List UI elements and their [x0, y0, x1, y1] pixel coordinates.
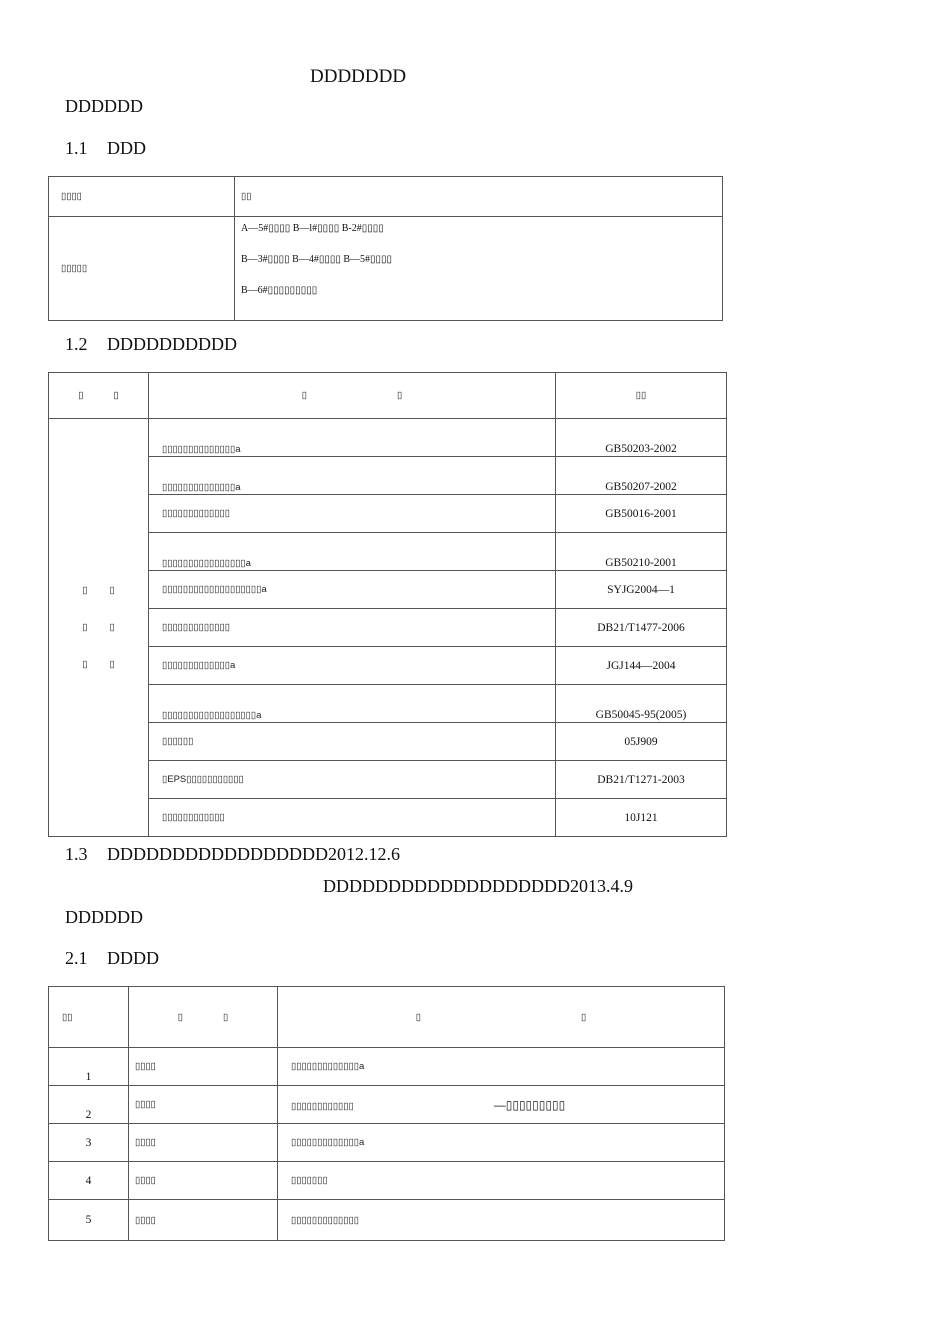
row-name: ▯▯▯▯	[129, 1162, 278, 1200]
table-row	[49, 761, 727, 799]
header-char: ▯	[397, 390, 403, 401]
header-category	[49, 373, 149, 419]
standard-code: GB50203-2002	[556, 419, 727, 457]
header-code: ▯▯	[556, 373, 727, 419]
table-row	[49, 685, 727, 723]
row-name: ▯▯▯▯	[129, 1086, 278, 1124]
row-name: ▯▯▯▯	[129, 1200, 278, 1241]
section-1-1-heading	[65, 138, 146, 159]
row-content: ▯▯▯▯▯▯▯▯▯▯▯▯▯a	[278, 1048, 725, 1086]
task-table	[48, 986, 725, 1241]
table-row	[49, 1162, 725, 1200]
content-text: ▯▯▯▯▯▯▯▯▯▯▯▯	[291, 1100, 354, 1112]
category-line: ▯ ▯	[82, 622, 115, 633]
standard-code: 10J121	[556, 799, 727, 837]
table-row	[49, 457, 727, 495]
row-label: ▯▯▯▯▯	[49, 217, 235, 321]
row-content: ▯▯▯▯▯▯▯▯▯▯▯▯▯	[278, 1200, 725, 1241]
standard-name: ▯▯▯▯▯▯▯▯▯▯▯▯▯a	[149, 647, 556, 685]
table-row	[49, 647, 727, 685]
standard-name: ▯▯▯▯▯▯▯▯▯▯▯▯▯▯▯▯▯▯▯a	[149, 571, 556, 609]
row-number: 2	[49, 1086, 129, 1124]
table-row	[49, 495, 727, 533]
table-row	[49, 419, 727, 457]
standard-code: 05J909	[556, 723, 727, 761]
table-row	[49, 1048, 725, 1086]
building-list	[235, 217, 723, 321]
row-number: 1	[49, 1048, 129, 1086]
standard-name: ▯▯▯▯▯▯▯▯▯▯▯▯▯▯▯▯a	[149, 533, 556, 571]
table-row	[49, 533, 727, 571]
category-line: ▯ ▯	[82, 585, 115, 596]
standard-name: ▯▯▯▯▯▯	[149, 723, 556, 761]
part2-heading: DDDDDD	[65, 907, 143, 927]
header-char: ▯	[301, 390, 307, 401]
table-row	[49, 1200, 725, 1241]
header-content: ▯ ▯	[278, 987, 725, 1048]
standard-name: ▯▯▯▯▯▯▯▯▯▯▯▯▯▯a	[149, 419, 556, 457]
standard-code: GB50016-2001	[556, 495, 727, 533]
table-row	[49, 799, 727, 837]
row-content	[278, 1086, 725, 1124]
row-value: ▯▯	[235, 177, 723, 217]
section-2-1-heading	[65, 948, 159, 969]
table-header-row	[49, 987, 725, 1048]
header-char: ▯	[78, 390, 84, 401]
header-name: ▯ ▯	[129, 987, 278, 1048]
section-1-3-line2: DDDDDDDDDDDDDDDDDDD2013.4.9	[323, 876, 633, 896]
part1-heading: DDDDDD	[65, 96, 143, 116]
table-row	[49, 571, 727, 609]
table-row	[49, 1086, 725, 1124]
table-row	[49, 217, 723, 321]
row-number: 3	[49, 1124, 129, 1162]
building-line: B—6#▯▯▯▯▯▯▯▯▯	[241, 285, 318, 296]
row-name: ▯▯▯▯	[129, 1048, 278, 1086]
header-name	[149, 373, 556, 419]
standard-name: ▯▯▯▯▯▯▯▯▯▯▯▯▯▯▯▯▯▯a	[149, 685, 556, 723]
section-1-3-heading	[65, 844, 400, 865]
standard-name: ▯▯▯▯▯▯▯▯▯▯▯▯	[149, 799, 556, 837]
building-line: A—5#▯▯▯▯ B—l#▯▯▯▯ B-2#▯▯▯▯	[241, 223, 384, 234]
row-label: ▯▯▯▯	[49, 177, 235, 217]
section-number: 2.1	[65, 948, 88, 968]
table-header-row	[49, 373, 727, 419]
row-content: ▯▯▯▯▯▯▯	[278, 1162, 725, 1200]
table-row	[49, 1124, 725, 1162]
building-line: B—3#▯▯▯▯ B—4#▯▯▯▯ B—5#▯▯▯▯	[241, 254, 393, 265]
section-label: DDD	[107, 138, 146, 158]
section-label: DDDDDDDDDDDDDDDDD2012.12.6	[107, 844, 400, 864]
section-label: DDDD	[107, 948, 159, 968]
table-row	[49, 177, 723, 217]
standard-name: ▯▯▯▯▯▯▯▯▯▯▯▯▯	[149, 495, 556, 533]
section-number: 1.3	[65, 844, 88, 864]
standard-name: ▯▯▯▯▯▯▯▯▯▯▯▯▯	[149, 609, 556, 647]
standard-code: DB21/T1477-2006	[556, 609, 727, 647]
table-row	[49, 609, 727, 647]
document-title: DDDDDDD	[310, 66, 407, 87]
standard-name: ▯▯▯▯▯▯▯▯▯▯▯▯▯▯a	[149, 457, 556, 495]
row-number: 4	[49, 1162, 129, 1200]
standard-code: GB50045-95(2005)	[556, 685, 727, 723]
standard-code: DB21/T1271-2003	[556, 761, 727, 799]
section-number: 1.1	[65, 138, 88, 158]
project-info-table	[48, 176, 723, 321]
section-1-2-heading	[65, 334, 237, 355]
table-row	[49, 723, 727, 761]
header-no: ▯▯	[49, 987, 129, 1048]
section-label: DDDDDDDDDD	[107, 334, 237, 354]
standard-code: GB50210-2001	[556, 533, 727, 571]
category-line: ▯ ▯	[82, 659, 115, 670]
standard-code: JGJ144—2004	[556, 647, 727, 685]
standard-name: ▯EPS▯▯▯▯▯▯▯▯▯▯▯	[149, 761, 556, 799]
standard-code: GB50207-2002	[556, 457, 727, 495]
row-content: ▯▯▯▯▯▯▯▯▯▯▯▯▯a	[278, 1124, 725, 1162]
row-name: ▯▯▯▯	[129, 1124, 278, 1162]
section-number: 1.2	[65, 334, 88, 354]
header-char: ▯	[113, 390, 119, 401]
row-number: 5	[49, 1200, 129, 1241]
standards-table	[48, 372, 727, 837]
category-cell	[49, 419, 149, 837]
standard-code: SYJG2004—1	[556, 571, 727, 609]
content-extra: —▯▯▯▯▯▯▯▯▯	[493, 1097, 566, 1112]
